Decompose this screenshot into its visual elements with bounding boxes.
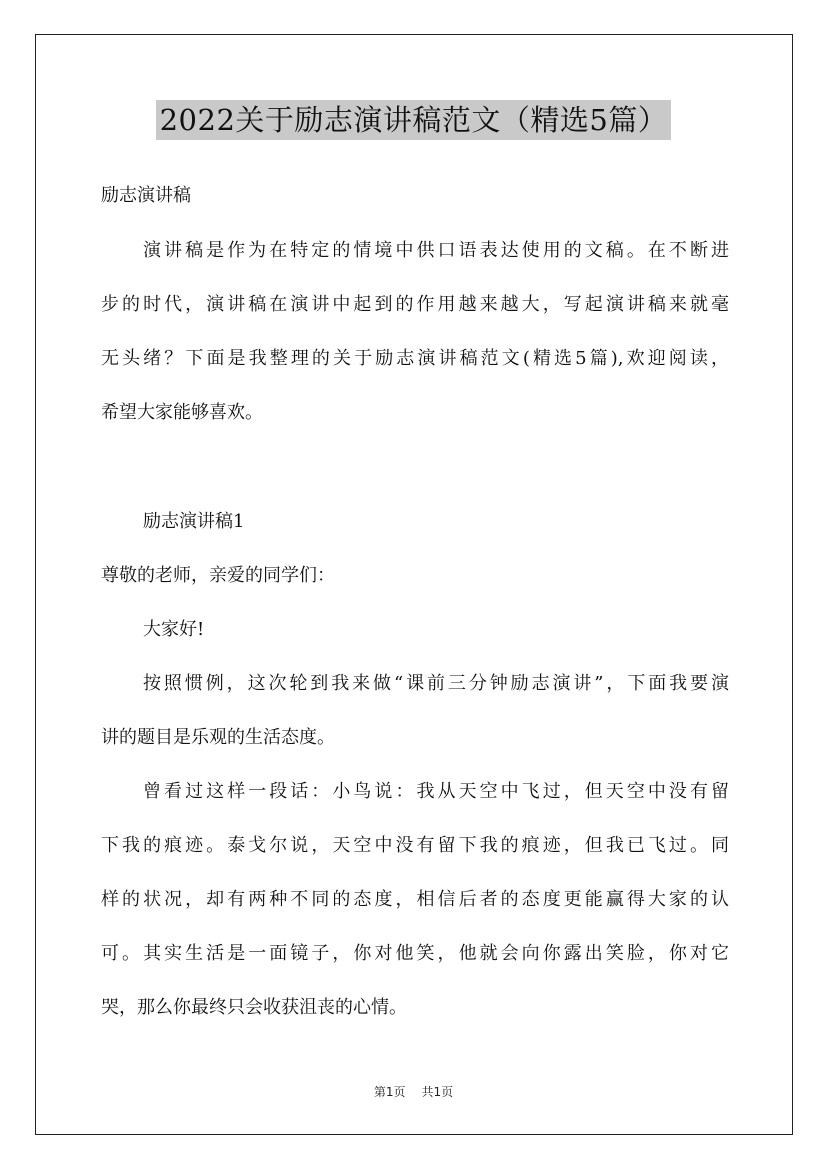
paragraph-line: 曾看过这样一段话：小鸟说：我从天空中飞过，但天空中没有留: [143, 781, 729, 802]
paragraph-line: 哭，那么你最终只会收获沮丧的心情。: [101, 997, 407, 1018]
page-total: 共1页: [421, 1085, 454, 1099]
paragraph-line: 按照惯例，这次轮到我来做“课前三分钟励志演讲”，下面我要演: [143, 673, 729, 694]
salutation: 尊敬的老师，亲爱的同学们：: [101, 565, 335, 586]
intro-line: 步的时代，演讲稿在演讲中起到的作用越来越大，写起演讲稿来就毫: [101, 294, 729, 315]
intro-line: 演讲稿是作为在特定的情境中供口语表达使用的文稿。在不断进: [143, 240, 729, 261]
paragraph-line: 可。其实生活是一面镜子，你对他笑，他就会向你露出笑脸，你对它: [101, 943, 729, 964]
paragraph-line: 讲的题目是乐观的生活态度。: [101, 727, 335, 748]
section-title: 励志演讲稿1: [143, 511, 245, 532]
document-heading: 励志演讲稿: [101, 185, 191, 206]
intro-line: 无头绪？下面是我整理的关于励志演讲稿范文(精选5篇),欢迎阅读，: [101, 348, 729, 369]
document-title: 2022关于励志演讲稿范文（精选5篇）: [156, 100, 672, 140]
paragraph-line: 样的状况，却有两种不同的态度，相信后者的态度更能赢得大家的认: [101, 889, 729, 910]
greeting: 大家好!: [143, 619, 205, 640]
page-number: 第1页: [373, 1085, 406, 1099]
intro-line: 希望大家能够喜欢。: [101, 402, 263, 423]
title-container: [0, 100, 827, 140]
paragraph-line: 下我的痕迹。泰戈尔说，天空中没有留下我的痕迹，但我已飞过。同: [101, 835, 729, 856]
page-footer: [0, 1083, 827, 1100]
